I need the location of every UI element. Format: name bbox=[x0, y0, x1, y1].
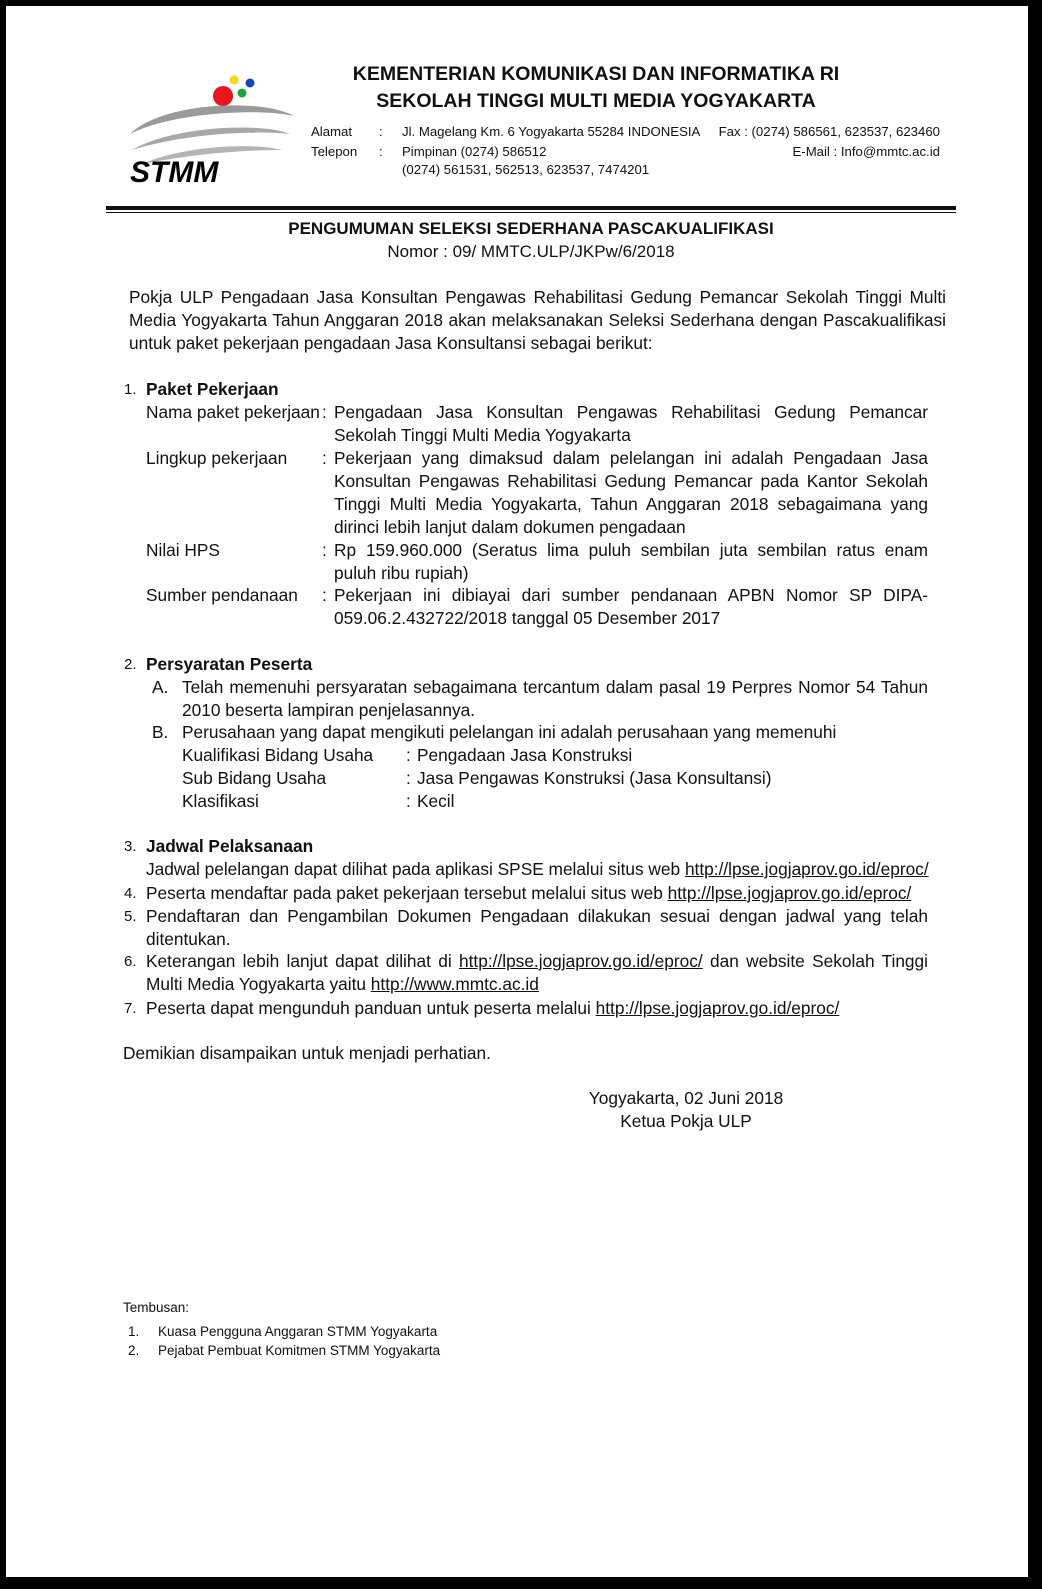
req-b-label: B. bbox=[152, 722, 169, 742]
item-7-number: 7. bbox=[124, 1000, 137, 1017]
intro-paragraph: Pokja ULP Pengadaan Jasa Konsultan Pengawas Rehabilitasi Gedung Pemancar Sekolah Tinggi Multi Media Yogyakarta Tahun Anggaran 2018 akan melaksanakan Seleksi Sederhana dengan Pascakualifikasi untuk paket pekerjaan pengadaan Jasa Konsultansi sebagai berikut: bbox=[129, 287, 946, 353]
logo-dot-yellow bbox=[230, 76, 239, 85]
sub-bidang-colon: : bbox=[406, 768, 411, 788]
jadwal-link[interactable]: http://lpse.jogjaprov.go.id/eproc/ bbox=[684, 859, 929, 879]
item-7-text-span: Peserta dapat mengunduh panduan untuk peserta melalui bbox=[146, 998, 596, 1018]
alamat-colon: : bbox=[379, 124, 383, 139]
nama-paket-label: Nama paket pekerjaan bbox=[146, 402, 320, 422]
item-5-number: 5. bbox=[124, 908, 137, 925]
alamat-label: Alamat bbox=[311, 124, 353, 139]
nama-paket-value: Pengadaan Jasa Konsultan Pengawas Rehabilitasi Gedung Pemancar Sekolah Tinggi Multi Media Yogyakarta bbox=[334, 402, 928, 445]
klasifikasi-value: Kecil bbox=[417, 791, 455, 811]
item-5-text: Pendaftaran dan Pengambilan Dokumen Pengadaan dilakukan sesuai dengan jadwal yang telah ditentukan. bbox=[146, 906, 928, 949]
item-6-link-2[interactable]: http://www.mmtc.ac.id bbox=[370, 974, 539, 994]
telepon-value-1: Pimpinan (0274) 586512 bbox=[402, 144, 547, 159]
item-6-link-1[interactable]: http://lpse.jogjaprov.go.id/eproc/ bbox=[459, 951, 703, 971]
logo-text: STMM bbox=[130, 156, 219, 189]
section-1-number: 1. bbox=[124, 381, 137, 398]
jadwal-text: Jadwal pelelangan dapat dilihat pada aplikasi SPSE melalui situs web bbox=[146, 859, 685, 879]
tembusan-item-2-number: 2. bbox=[128, 1343, 140, 1358]
logo-dot-blue bbox=[246, 79, 255, 88]
email-address: E-Mail : Info@mmtc.ac.id bbox=[792, 144, 940, 159]
logo-dot-red bbox=[213, 86, 233, 106]
telepon-label: Telepon bbox=[311, 144, 358, 159]
kualifikasi-value: Pengadaan Jasa Konstruksi bbox=[417, 745, 633, 765]
closing-sentence: Demikian disampaikan untuk menjadi perhatian. bbox=[123, 1043, 491, 1063]
sumber-colon: : bbox=[322, 585, 327, 605]
document-page bbox=[6, 6, 1028, 1577]
nilai-hps-colon: : bbox=[322, 540, 327, 560]
section-2-heading: Persyaratan Peserta bbox=[146, 654, 313, 674]
letterhead-rule-thick bbox=[106, 206, 956, 210]
fax-number: Fax : (0274) 586561, 623537, 623460 bbox=[718, 124, 940, 139]
item-4-link[interactable]: http://lpse.jogjaprov.go.id/eproc/ bbox=[667, 883, 912, 903]
alamat-value: Jl. Magelang Km. 6 Yogyakarta 55284 INDONESIA bbox=[402, 124, 701, 139]
tembusan-label: Tembusan: bbox=[123, 1300, 190, 1315]
item-6-text-1: Keterangan lebih lanjut dapat dilihat di bbox=[146, 951, 459, 971]
sub-bidang-value: Jasa Pengawas Konstruksi (Jasa Konsultansi) bbox=[417, 768, 772, 788]
klasifikasi-label: Klasifikasi bbox=[182, 791, 259, 811]
telepon-colon: : bbox=[379, 144, 383, 159]
tembusan-item-2-text: Pejabat Pembuat Komitmen STMM Yogyakarta bbox=[158, 1343, 441, 1358]
tembusan-item-1-number: 1. bbox=[128, 1324, 140, 1339]
lingkup-value: Pekerjaan yang dimaksud dalam pelelangan ini adalah Pengadaan Jasa Konsultan Pengawas Rehabilitasi Gedung Pemancar pada Kantor Sekolah Tinggi Multi Media Yogyakarta, Tahun Anggaran 2018 sebagaimana yang dirinci lebih lanjut dalam dokumen pengadaan bbox=[334, 448, 928, 537]
school-name: SEKOLAH TINGGI MULTI MEDIA YOGYAKARTA bbox=[376, 90, 816, 112]
nilai-hps-value: Rp 159.960.000 (Seratus lima puluh sembilan juta sembilan ratus enam puluh ribu rupiah) bbox=[334, 540, 928, 583]
item-6-text bbox=[146, 950, 928, 996]
tembusan-item-1-text: Kuasa Pengguna Anggaran STMM Yogyakarta bbox=[158, 1324, 438, 1339]
telepon-value-2: (0274) 561531, 562513, 623537, 7474201 bbox=[402, 162, 650, 177]
signature-role: Ketua Pokja ULP bbox=[620, 1111, 752, 1131]
signature-place-date: Yogyakarta, 02 Juni 2018 bbox=[588, 1088, 784, 1108]
item-4-number: 4. bbox=[124, 885, 137, 902]
item-4-text bbox=[146, 882, 911, 905]
section-3-text bbox=[146, 858, 929, 881]
sumber-value: Pekerjaan ini dibiayai dari sumber pendanaan APBN Nomor SP DIPA-059.06.2.432722/2018 tanggal 05 Desember 2017 bbox=[334, 585, 928, 628]
announcement-number: Nomor : 09/ MMTC.ULP/JKPw/6/2018 bbox=[387, 242, 675, 261]
item-7-text bbox=[146, 997, 839, 1020]
section-3-number: 3. bbox=[124, 838, 137, 855]
kualifikasi-colon: : bbox=[406, 745, 411, 765]
req-a-text: Telah memenuhi persyaratan sebagaimana tercantum dalam pasal 19 Perpres Nomor 54 Tahun 2010 beserta lampiran penjelasannya. bbox=[182, 677, 928, 720]
nama-paket-colon: : bbox=[322, 402, 327, 422]
lingkup-label: Lingkup pekerjaan bbox=[146, 448, 288, 468]
item-6-number: 6. bbox=[124, 953, 137, 970]
logo-dot-green bbox=[238, 89, 247, 98]
klasifikasi-colon: : bbox=[406, 791, 411, 811]
letterhead-rule-thin bbox=[106, 212, 956, 213]
item-7-link[interactable]: http://lpse.jogjaprov.go.id/eproc/ bbox=[595, 998, 840, 1018]
req-b-text: Perusahaan yang dapat mengikuti pelelangan ini adalah perusahaan yang memenuhi bbox=[182, 722, 837, 742]
logo-swoosh-2 bbox=[132, 127, 290, 150]
section-1-heading: Paket Pekerjaan bbox=[146, 379, 279, 399]
ministry-name: KEMENTERIAN KOMUNIKASI DAN INFORMATIKA RI bbox=[352, 63, 840, 85]
kualifikasi-label: Kualifikasi Bidang Usaha bbox=[182, 745, 374, 765]
lingkup-colon: : bbox=[322, 448, 327, 468]
sumber-label: Sumber pendanaan bbox=[146, 585, 298, 605]
nilai-hps-label: Nilai HPS bbox=[146, 540, 220, 560]
stmm-logo bbox=[122, 72, 302, 190]
announcement-title: PENGUMUMAN SELEKSI SEDERHANA PASCAKUALIFIKASI bbox=[288, 219, 774, 238]
item-6-text-2: dan website Sekolah Tinggi Multi Media Yogyakarta yaitu bbox=[146, 951, 928, 994]
section-3-heading: Jadwal Pelaksanaan bbox=[146, 836, 314, 856]
item-4-text-span: Peserta mendaftar pada paket pekerjaan tersebut melalui situs web bbox=[146, 883, 668, 903]
sub-bidang-label: Sub Bidang Usaha bbox=[182, 768, 327, 788]
req-a-label: A. bbox=[152, 677, 169, 697]
section-2-number: 2. bbox=[124, 656, 137, 673]
